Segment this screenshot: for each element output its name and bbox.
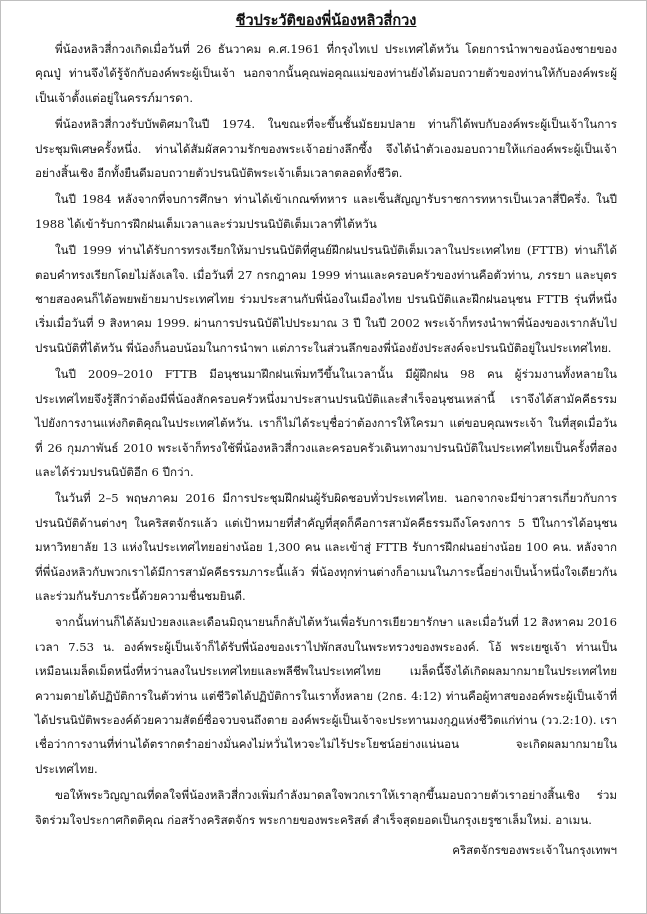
paragraph-conference: ในวันที่ 2–5 พฤษภาคม 2016 มีการประชุมฝึกฝนผู้รับผิดชอบทั่วประเทศไทย. นอกจากจะมีข่าวสารเกี่ยวกับการปรนนิบัติด้านต่างๆ ในคริสตจักรแล้ว แต่เป้าหมายที่สำคัญที่สุดก็คือการสามัคคีธรรมถึงโครงการ 5 ปีในการได้อนุชนมหาวิทยาลัย 13 แห่งในประเทศไทยอย่างน้อย 1,300 คน และเข้าสู่ FTTB รับการฝึกฝนอย่างน้อย 100 คน. หลังจากที่พี่น้องหลิวกับพวกเราได้มีการสามัคคีธรรมภาระนี้แล้ว พี่น้องทุกท่านต่างก็อาเมนในภาระนี้อย่างเป็นน้ำหนึ่งใจเดียวกันและร่วมกันรับภาระนี้ด้วยความชื่นชมยินดี. [35,491,617,603]
paragraph-passing: จากนั้นท่านก็ได้ล้มป่วยลงและเดือนมิถุนายนก็กลับไต้หวันเพื่อรับการเยียวยารักษา และเมื่อวันที่ 12 สิงหาคม 2016 เวลา 7.53 น. องค์พระผู้เป็นเจ้าก็ได้รับพี่น้องของเราไปพักสงบในพระทรวงของพระองค์. โอ้ พระเยซูเจ้า ท่านเป็นเหมือนเมล็ดเม็ดหนึ่งที่หว่านลงในประเทศไทยและพลีชีพในประเทศไทย เมล็ดนี้จึงได้เกิดผลมากมายในประเทศไทย ความตายได้ปฏิบัติการในตัวท่าน แต่ชีวิตได้ปฏิบัติการในเราทั้งหลาย (2กธ. 4:12) ท่านคือผู้ทาสของอค์พระผู้เป็นเจ้าที่ได้ปรนนิบัติพระองค์ด้วยความสัตย์ซื่อจวบจนถึงตาย องค์พระผู้เป็นเจ้าจะประทานมงกุฎแห่งชีวิตแก่ท่าน (วว.2:10). เราเชื่อว่าการงานที่ท่านได้ตรากตรำอย่างมั่นคงไม่หวั่นไหวจะไม่ไร้ประโยชน์อย่างแน่นอน จะเกิดผลมากมายในประเทศไทย. [35,615,617,776]
document-title: ชีวประวัติของพี่น้องหลิวสี่กวง [235,13,417,29]
document-body [35,11,617,862]
paragraph-second-coming: ในปี 2009–2010 FTTB มีอนุชนมาฝึกฝนเพิ่มทวีขึ้นในเวลานั้น มีผู้ฝึกฝน 98 คน ผู้ร่วมงานทั้งหลายในประเทศไทยจึงรู้สึกว่าต้องมีพี่น้องสักครอบครัวหนึ่งมาประสานปรนนิบัติและสำเร็จอนุชนเหล่านี้ เราจึงได้สามัคคีธรรมไปยังการงานแห่งกิตติคุณในประเทศไต้หวัน. เราก็ไม่ได้ระบุชื่อว่าต้องการให้ใครมา แต่ขอบคุณพระเจ้า ในที่สุดเมื่อวันที่ 26 กุมภาพันธ์ 2010 พระเจ้าก็ทรงใช้พี่น้องหลิวสี่กวงและครอบครัวเดินทางมาปรนนิบัติในประเทศไทยเป็นครั้งที่สอง และได้ร่วมปรนนิบัติอีก 6 ปีกว่า. [35,367,617,479]
signature: คริสตจักรของพระเจ้าในกรุงเทพฯ [452,843,617,857]
paragraph-baptism: พี่น้องหลิวสี่กวงรับบัพติศมาในปี 1974. ในขณะที่จะขึ้นชั้นมัธยมปลาย ท่านก็ได้พบกับองค์พระผู้เป็นเจ้าในการประชุมพิเศษครั้งหนึ่ง. ท่านได้สัมผัสความรักของพระเจ้าอย่างลึกซึ้ง จึงได้นำตัวเองมอบถวายให้แก่องค์พระผู้เป็นเจ้าอย่างสิ้นเชิง อีกทั้งยืนดีมอบถวายตัวปรนนิบัติพระเจ้าเต็มเวลาตลอดทั้งชีวิต. [35,117,617,181]
paragraph-military: ในปี 1984 หลังจากที่จบการศึกษา ท่านได้เข้าเกณฑ์ทหาร และเซ็นสัญญารับราชการทหารเป็นเวลาสี่ปีครึ่ง. ในปี 1988 ได้เข้ารับการฝึกฝนเต็มเวลาและร่วมปรนนิบัติเต็มเวลาที่ไต้หวัน [35,192,617,231]
paragraph-fttb-calling: ในปี 1999 ท่านได้รับการทรงเรียกให้มาปรนนิบัติที่ศูนย์ฝึกฝนปรนนิบัติเต็มเวลาในประเทศไทย (FTTB) ท่านก็ได้ตอบคำทรงเรียกโดยไม่ลังเลใจ. เมื่อวันที่ 27 กรกฎาคม 1999 ท่านและครอบครัวของท่านคือตัวท่าน, ภรรยา และบุตรชายสองคนก็ได้อพยพย้ายมาประเทศไทย ร่วมประสานกับพี่น้องในเมืองไทย ปรนนิบัติและฝึกฝนอนุชน FTTB รุ่นที่หนึ่งเริ่มเมื่อวันที่ 9 สิงหาคม 1999. ผ่านการปรนนิบัติไปประมาณ 3 ปี ในปี 2002 พระเจ้าก็ทรงนำพาพี่น้องของเรากลับไปปรนนิบัติที่ไต้หวัน พี่น้องก็นอบน้อมในการนำพา แต่ภาระในส่วนลึกของพี่น้องยังประสงค์จะปรนนิบัติอยู่ในประเทศไทย. [35,243,617,355]
paragraph-closing: ขอให้พระวิญญาณที่ดลใจพี่น้องหลิวสี่กวงเพิ่มกำลังมาดลใจพวกเราให้เราลุกขึ้นมอบถวายตัวเราอย่างสิ้นเชิง ร่วมจิตร่วมใจประกาศกิตติคุณ ก่อสร้างคริสตจักร พระกายของพระคริสต์ สำเร็จสุดยอดเป็นกรุงเยรูซาเล็มใหม่. อาเมน. [35,788,617,827]
paragraph-birth: พี่น้องหลิวสี่กวงเกิดเมื่อวันที่ 26 ธันวาคม ค.ศ.1961 ที่กรุงไทเป ประเทศไต้หวัน โดยการนำพาของน้องชายของคุณปู่ ท่านจึงได้รู้จักกับองค์พระผู้เป็นเจ้า นอกจากนั้นคุณพ่อคุณแม่ของท่านยังได้มอบถวายตัวของท่านให้กับองค์พระผู้เป็นเจ้าตั้งแต่อยู่ในครรภ์มารดา. [35,42,617,105]
